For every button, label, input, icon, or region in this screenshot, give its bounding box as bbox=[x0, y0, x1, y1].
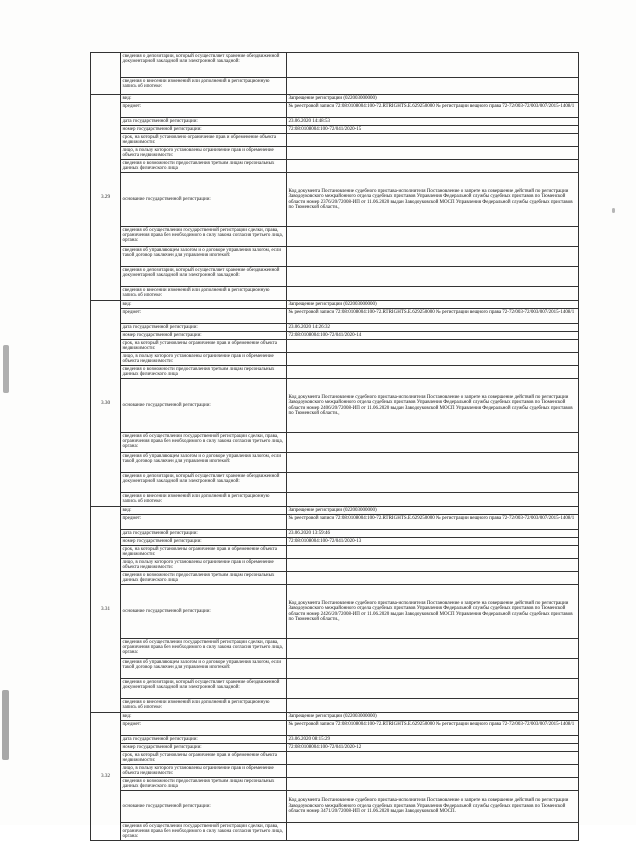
table-row bbox=[91, 639, 579, 659]
table-row bbox=[91, 713, 579, 721]
table-row bbox=[91, 752, 579, 765]
field-value bbox=[287, 147, 579, 160]
field-value: Код документа Постановление судебного пристава-исполнителя Постановление о запрете на совершение действий по регистрации Заводоуковского межрайонного отдела судебных приставов Управления Федеральной службы судебных приставов по Тюменской области номер 3471/20/72008-ИП от 11.06.2020 выдан Заводоуковской МОСП. bbox=[287, 791, 579, 823]
table-row bbox=[91, 736, 579, 744]
entry-number bbox=[91, 53, 121, 95]
field-label: предмет: bbox=[121, 515, 287, 530]
field-value: 72:08:0108004:100-72/041/2020-13 bbox=[287, 538, 579, 546]
table-row bbox=[91, 103, 579, 118]
field-value bbox=[287, 752, 579, 765]
field-value bbox=[287, 453, 579, 473]
table-row bbox=[91, 679, 579, 699]
field-label: номер государственной регистрации: bbox=[121, 744, 287, 752]
table-row bbox=[91, 340, 579, 353]
table-row bbox=[91, 530, 579, 538]
table-row bbox=[91, 546, 579, 559]
field-value bbox=[287, 679, 579, 699]
field-label: лицо, в пользу которого установлены ограничение прав и обременение объекта недвижимости: bbox=[121, 765, 287, 778]
table-row bbox=[91, 744, 579, 752]
table-row bbox=[91, 778, 579, 791]
field-value bbox=[287, 433, 579, 453]
table-row bbox=[91, 507, 579, 515]
table-row bbox=[91, 247, 579, 267]
field-label: дата государственной регистрации: bbox=[121, 324, 287, 332]
table-row bbox=[91, 332, 579, 340]
field-label: сведения о внесении изменений или дополнений в регистрационную запись об ипотеке: bbox=[121, 699, 287, 713]
field-label: дата государственной регистрации: bbox=[121, 530, 287, 538]
table-row bbox=[91, 118, 579, 126]
table-row bbox=[91, 379, 579, 433]
field-value bbox=[287, 340, 579, 353]
field-label: сведения о внесении изменений или дополнений в регистрационную запись об ипотеке: bbox=[121, 287, 287, 301]
field-value: Код документа Постановление судебного пристава-исполнителя Постановление о запрете на совершение действий по регистрации Заводоуковского межрайонного отдела судебных приставов Управления Федеральной службы судебных приставов по Тюменской области номер 2426/20/72008-ИП от 11.06.2020 выдан Заводоуковской МОСП Управления Федеральной службы судебных приставов по Тюменской области., bbox=[287, 585, 579, 639]
field-value: 23.06.2020 13:59:46 bbox=[287, 530, 579, 538]
field-value bbox=[287, 267, 579, 287]
field-label: предмет: bbox=[121, 103, 287, 118]
field-label: сведения о депозитарии, который осуществляет хранение обездвиженной документарной закладной или электронной закладной: bbox=[121, 679, 287, 699]
table-row bbox=[91, 147, 579, 160]
scan-edge-mark bbox=[3, 345, 9, 393]
table-row bbox=[91, 433, 579, 453]
table-row bbox=[91, 53, 579, 78]
table-row bbox=[91, 160, 579, 173]
field-label: основание государственной регистрации: bbox=[121, 379, 287, 433]
field-label: вид: bbox=[121, 301, 287, 309]
table-row bbox=[91, 823, 579, 841]
table-row bbox=[91, 287, 579, 301]
field-value: 23.06.2020 14:48:53 bbox=[287, 118, 579, 126]
table-row bbox=[91, 134, 579, 147]
field-value: Запрещение регистрации (022003000000) bbox=[287, 507, 579, 515]
field-label: предмет: bbox=[121, 721, 287, 736]
table-row bbox=[91, 538, 579, 546]
field-label: срок, на который установлены ограничение прав и обременение объекта недвижимости: bbox=[121, 340, 287, 353]
field-value: № реестровой записи 72:08:0108004:100-72.RTRIGHTS.E.629250000 № регистрации вещного права 72-72/003-72/003/007/2015-1408/1 bbox=[287, 721, 579, 736]
field-label: сведения о возможности предоставления третьим лицам персональных данных физического лица bbox=[121, 160, 287, 173]
field-label: номер государственной регистрации: bbox=[121, 332, 287, 340]
field-label: сведения об осуществлении государственной регистрации сделки, права, ограничения права без необходимого в силу закона согласия третьего лица, органа: bbox=[121, 227, 287, 247]
field-label: основание государственной регистрации: bbox=[121, 585, 287, 639]
field-value bbox=[287, 134, 579, 147]
field-value bbox=[287, 366, 579, 379]
field-value: Запрещение регистрации (022003000000) bbox=[287, 95, 579, 103]
field-value: 72:08:0108004:100-72/041/2020-12 bbox=[287, 744, 579, 752]
entry-number: 3.31 bbox=[91, 507, 121, 713]
field-value: 23.06.2020 08:15:29 bbox=[287, 736, 579, 744]
registry-table-body bbox=[91, 53, 579, 841]
field-value: 72:08:0108004:100-72/041/2020-14 bbox=[287, 332, 579, 340]
field-value bbox=[287, 227, 579, 247]
field-label: сведения об управляющем залогом и о договоре управления залогом, если такой договор заключен для управления ипотекой: bbox=[121, 453, 287, 473]
field-value: № реестровой записи 72:08:0108004:100-72.RTRIGHTS.E.629250000 № регистрации вещного права 72-72/003-72/003/007/2015-1408/1 bbox=[287, 103, 579, 118]
field-label: сведения об осуществлении государственной регистрации сделки, права, ограничения права без необходимого в силу закона согласия третьего лица, органа: bbox=[121, 639, 287, 659]
field-label: сведения о внесении изменений или дополнений в регистрационную запись об ипотеке: bbox=[121, 493, 287, 507]
field-label: дата государственной регистрации: bbox=[121, 118, 287, 126]
table-row bbox=[91, 227, 579, 247]
table-row bbox=[91, 721, 579, 736]
field-label: сведения о возможности предоставления третьим лицам персональных данных физического лица bbox=[121, 366, 287, 379]
field-value: Код документа Постановление судебного пристава-исполнителя Постановление о запрете на совершение действий по регистрации Заводоуковского межрайонного отдела судебных приставов Управления Федеральной службы судебных приставов по Тюменской области номер 2406/20/72008-ИП от 11.06.2020 выдан Заводоуковской МОСП Управления Федеральной службы судебных приставов по Тюменской области., bbox=[287, 379, 579, 433]
field-value: Запрещение регистрации (022003000000) bbox=[287, 713, 579, 721]
field-label: сведения об управляющем залогом и о договоре управления залогом, если такой договор заключен для управления ипотекой: bbox=[121, 247, 287, 267]
field-value bbox=[287, 473, 579, 493]
field-label: вид: bbox=[121, 95, 287, 103]
table-row bbox=[91, 126, 579, 134]
field-value: 23.06.2020 14:26:32 bbox=[287, 324, 579, 332]
field-label: предмет: bbox=[121, 309, 287, 324]
field-label: лицо, в пользу которого установлены ограничение прав и обременение объекта недвижимости: bbox=[121, 559, 287, 572]
table-row bbox=[91, 659, 579, 679]
field-label: сведения об осуществлении государственной регистрации сделки, права, ограничения права без необходимого в силу закона согласия третьего лица, органа: bbox=[121, 823, 287, 841]
field-label: сведения о внесении изменений или дополнений в регистрационную запись об ипотеке: bbox=[121, 78, 287, 95]
field-value bbox=[287, 659, 579, 679]
field-value bbox=[287, 78, 579, 95]
field-label: сведения об осуществлении государственной регистрации сделки, права, ограничения права без необходимого в силу закона согласия третьего лица, органа: bbox=[121, 433, 287, 453]
field-value: Код документа Постановление судебного пристава-исполнителя Постановление о запрете на совершение действий по регистрации Заводоуковского межрайонного отдела судебных приставов Управления Федеральной службы судебных приставов по Тюменской области номер 2376/20/72008-ИП от 11.06.2020 выдан Заводоуковской МОСП Управления Федеральной службы судебных приставов по Тюменской области., bbox=[287, 173, 579, 227]
field-label: срок, на который установлены ограничение прав и обременение объекта недвижимости: bbox=[121, 546, 287, 559]
registry-table bbox=[90, 52, 579, 841]
field-value bbox=[287, 559, 579, 572]
field-value bbox=[287, 765, 579, 778]
table-row bbox=[91, 572, 579, 585]
field-label: сведения о депозитарии, который осуществляет хранение обездвиженной документарной закладной или электронной закладной: bbox=[121, 473, 287, 493]
field-value bbox=[287, 572, 579, 585]
field-label: срок, на который установлены ограничение прав и обременение объекта недвижимости: bbox=[121, 752, 287, 765]
entry-number: 3.29 bbox=[91, 95, 121, 301]
field-value bbox=[287, 699, 579, 713]
field-label: номер государственной регистрации: bbox=[121, 126, 287, 134]
field-value bbox=[287, 639, 579, 659]
table-row bbox=[91, 453, 579, 473]
field-label: сведения о возможности предоставления третьим лицам персональных данных физического лица bbox=[121, 572, 287, 585]
field-label: сведения об управляющем залогом и о договоре управления залогом, если такой договор заключен для управления ипотекой: bbox=[121, 659, 287, 679]
field-label: основание государственной регистрации: bbox=[121, 791, 287, 823]
field-value: № реестровой записи 72:08:0108004:100-72.RTRIGHTS.E.629250000 № регистрации вещного права 72-72/003-72/003/007/2015-1408/1 bbox=[287, 515, 579, 530]
entry-number: 3.32 bbox=[91, 713, 121, 841]
field-value bbox=[287, 493, 579, 507]
field-value bbox=[287, 546, 579, 559]
field-label: вид: bbox=[121, 713, 287, 721]
table-row bbox=[91, 559, 579, 572]
table-row bbox=[91, 309, 579, 324]
scan-edge-mark bbox=[612, 208, 615, 213]
table-row bbox=[91, 267, 579, 287]
field-label: срок, на который установлено ограничение прав и обременение объекта недвижимости: bbox=[121, 134, 287, 147]
field-value bbox=[287, 287, 579, 301]
table-row bbox=[91, 353, 579, 366]
field-label: лицо, в пользу которого установлены ограничение прав и обременение объекта недвижимости: bbox=[121, 353, 287, 366]
field-value bbox=[287, 53, 579, 78]
scan-edge-mark bbox=[2, 690, 9, 760]
entry-number: 3.30 bbox=[91, 301, 121, 507]
field-label: сведения о депозитарии, который осуществляет хранение обездвиженной документарной закладной или электронной закладной: bbox=[121, 267, 287, 287]
table-row bbox=[91, 78, 579, 95]
table-row bbox=[91, 324, 579, 332]
table-row bbox=[91, 765, 579, 778]
table-row bbox=[91, 791, 579, 823]
field-value: 72:08:0108004:100-72/041/2020-15 bbox=[287, 126, 579, 134]
field-label: номер государственной регистрации: bbox=[121, 538, 287, 546]
field-value bbox=[287, 353, 579, 366]
field-label: сведения о депозитарии, который осуществляет хранение обездвиженной документарной закладной или электронной закладной: bbox=[121, 53, 287, 78]
field-value bbox=[287, 823, 579, 841]
field-value: № реестровой записи 72:08:0108004:100-72.RTRIGHTS.E.629250000 № регистрации вещного права 72-72/003-72/003/007/2015-1408/1 bbox=[287, 309, 579, 324]
field-label: сведения о возможности предоставления третьим лицам персональных данных физического лица bbox=[121, 778, 287, 791]
field-value: Запрещение регистрации (022003000000) bbox=[287, 301, 579, 309]
table-row bbox=[91, 493, 579, 507]
field-value bbox=[287, 160, 579, 173]
field-value bbox=[287, 778, 579, 791]
table-row bbox=[91, 366, 579, 379]
field-label: лицо, в пользу которого установлены ограничение прав и обременение объекта недвижимости: bbox=[121, 147, 287, 160]
table-row bbox=[91, 301, 579, 309]
table-row bbox=[91, 585, 579, 639]
field-label: дата государственной регистрации: bbox=[121, 736, 287, 744]
table-row bbox=[91, 173, 579, 227]
table-row bbox=[91, 699, 579, 713]
field-label: вид: bbox=[121, 507, 287, 515]
table-row bbox=[91, 515, 579, 530]
field-label: основание государственной регистрации: bbox=[121, 173, 287, 227]
field-value bbox=[287, 247, 579, 267]
table-row bbox=[91, 95, 579, 103]
table-row bbox=[91, 473, 579, 493]
